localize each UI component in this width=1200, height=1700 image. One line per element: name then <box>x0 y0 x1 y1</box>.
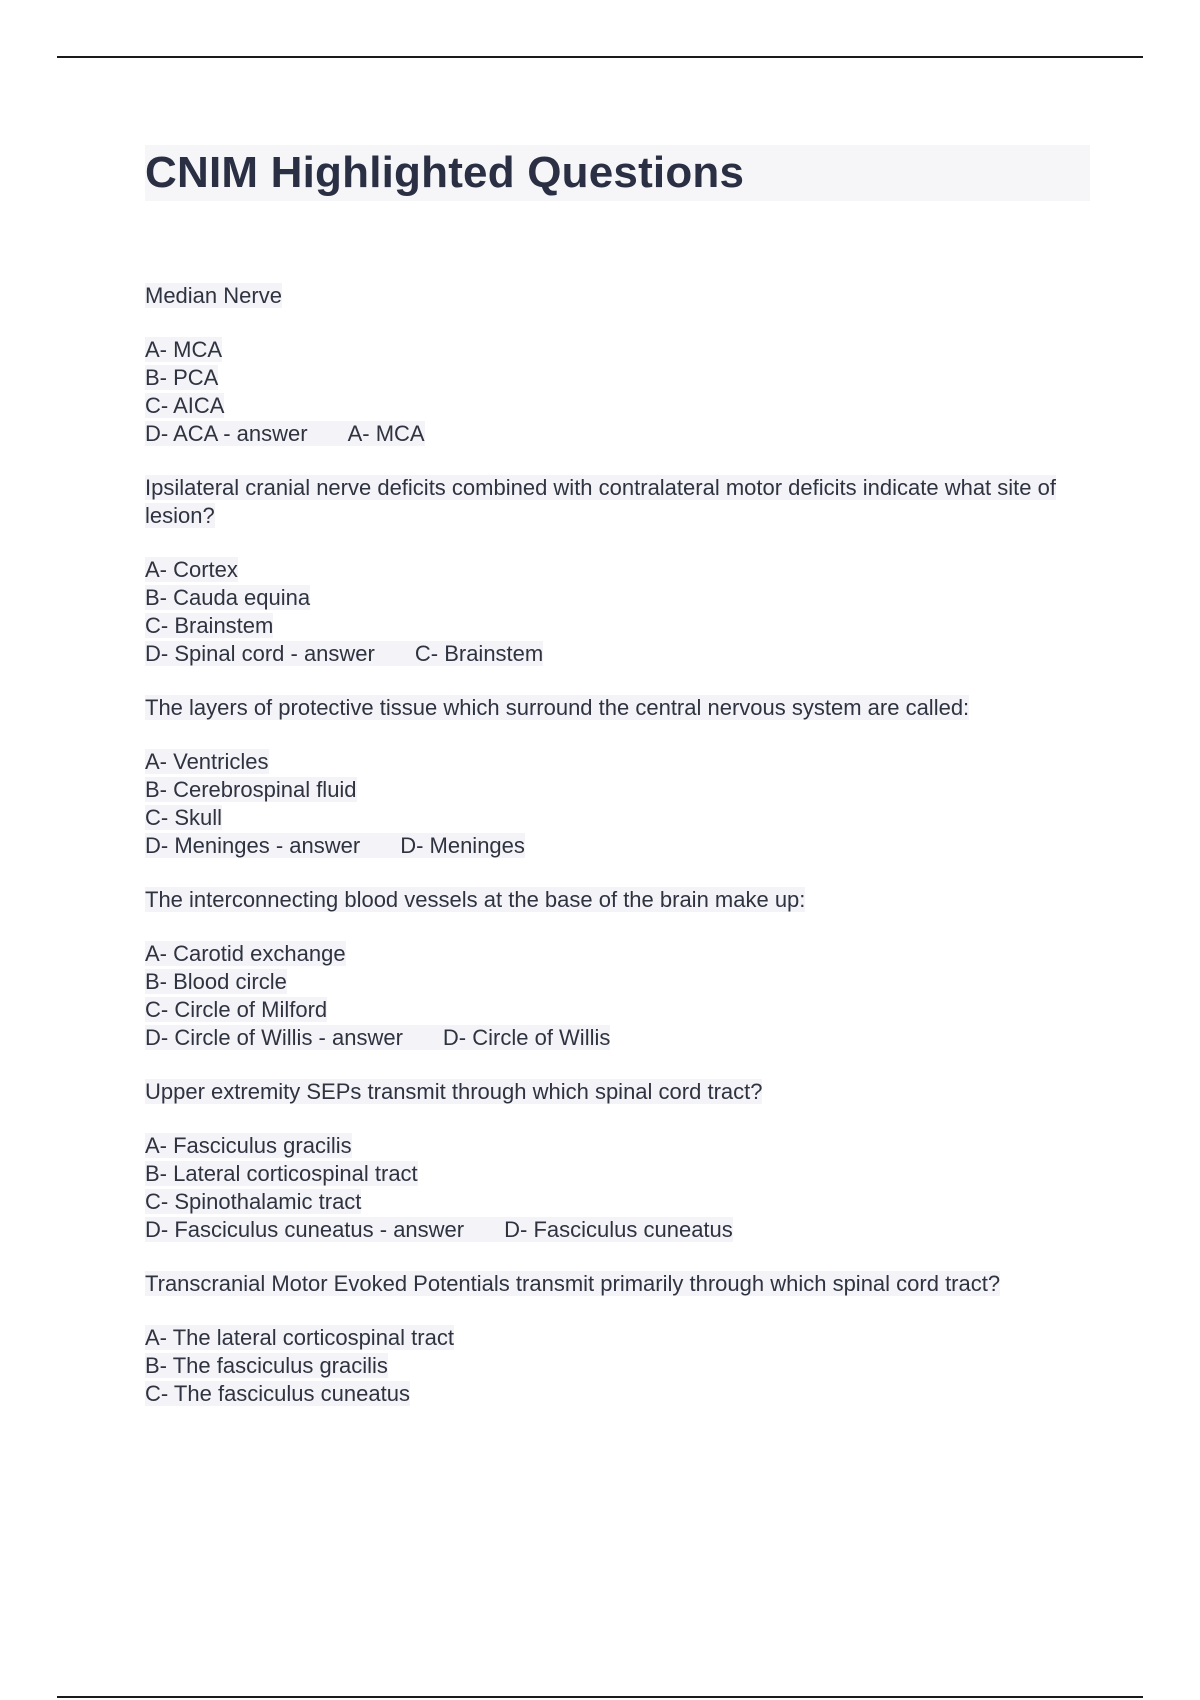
option-a: A- Cortex <box>145 557 238 582</box>
option-d: D- Fasciculus cuneatus - answer <box>145 1217 465 1242</box>
option-list <box>145 1132 1090 1244</box>
option-b: B- Lateral corticospinal tract <box>145 1161 418 1186</box>
question-1 <box>145 282 1090 448</box>
option-d-with-answer <box>145 420 1090 448</box>
option-b: B- Cerebrospinal fluid <box>145 777 357 802</box>
question-text: Transcranial Motor Evoked Potentials transmit primarily through which spinal cord tract? <box>145 1271 1001 1296</box>
question-2 <box>145 474 1090 668</box>
question-text: Upper extremity SEPs transmit through which spinal cord tract? <box>145 1079 763 1104</box>
question-5 <box>145 1078 1090 1244</box>
question-text: Ipsilateral cranial nerve deficits combined with contralateral motor deficits indicate what site of lesion? <box>145 475 1056 528</box>
option-d: D- Spinal cord - answer <box>145 641 375 666</box>
option-list <box>145 940 1090 1052</box>
page-title: CNIM Highlighted Questions <box>145 148 745 197</box>
option-d-with-answer <box>145 1216 1090 1244</box>
option-c: C- AICA <box>145 393 225 418</box>
question-4 <box>145 886 1090 1052</box>
question-text: Median Nerve <box>145 283 282 308</box>
option-b: B- PCA <box>145 365 219 390</box>
option-list <box>145 336 1090 448</box>
option-d: D- Meninges - answer <box>145 833 361 858</box>
answer: D- Meninges <box>400 833 525 858</box>
answer: C- Brainstem <box>414 641 544 666</box>
question-text: The interconnecting blood vessels at the base of the brain make up: <box>145 887 806 912</box>
option-b: B- The fasciculus gracilis <box>145 1353 388 1378</box>
option-c: C- Spinothalamic tract <box>145 1189 362 1214</box>
option-a: A- Carotid exchange <box>145 941 346 966</box>
option-c: C- Skull <box>145 805 223 830</box>
option-a: A- MCA <box>145 337 222 362</box>
option-c: C- The fasciculus cuneatus <box>145 1381 410 1406</box>
option-list <box>145 748 1090 860</box>
option-list <box>145 1324 1090 1408</box>
option-b: B- Cauda equina <box>145 585 311 610</box>
option-a: A- Ventricles <box>145 749 269 774</box>
top-rule <box>57 56 1143 58</box>
option-d: D- ACA - answer <box>145 421 308 446</box>
question-list <box>145 282 1090 1434</box>
question-6 <box>145 1270 1090 1408</box>
option-c: C- Brainstem <box>145 613 274 638</box>
bottom-rule <box>57 1696 1143 1698</box>
option-d-with-answer <box>145 640 1090 668</box>
answer: D- Fasciculus cuneatus <box>504 1217 733 1242</box>
option-list <box>145 556 1090 668</box>
option-d-with-answer <box>145 1024 1090 1052</box>
option-d: D- Circle of Willis - answer <box>145 1025 403 1050</box>
option-a: A- Fasciculus gracilis <box>145 1133 352 1158</box>
answer: A- MCA <box>347 421 425 446</box>
option-b: B- Blood circle <box>145 969 287 994</box>
answer: D- Circle of Willis <box>442 1025 611 1050</box>
question-text: The layers of protective tissue which surround the central nervous system are called: <box>145 695 970 720</box>
option-a: A- The lateral corticospinal tract <box>145 1325 454 1350</box>
option-d-with-answer <box>145 832 1090 860</box>
option-c: C- Circle of Milford <box>145 997 328 1022</box>
question-3 <box>145 694 1090 860</box>
